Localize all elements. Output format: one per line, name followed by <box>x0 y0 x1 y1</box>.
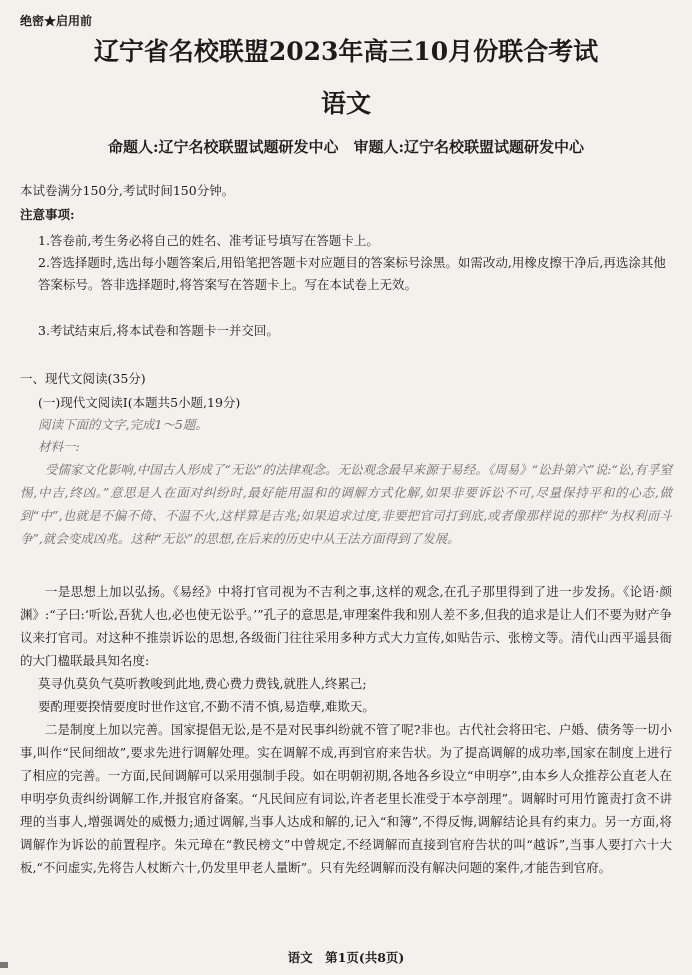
page-footer: 语文 第1页(共8页) <box>287 950 405 965</box>
authors-line: 命题人:辽宁名校联盟试题研发中心 审题人:辽宁名校联盟试题研发中心 <box>107 138 585 156</box>
reading-instruction: 阅读下面的文字,完成1～5题。 <box>38 417 208 432</box>
scan-edge-mark <box>0 962 8 968</box>
score-line: 本试卷满分150分,考试时间150分钟。 <box>20 183 235 198</box>
paragraph-1: 受儒家文化影响,中国古人形成了“无讼”的法律观念。无讼观念最早来源于易经。《周易》“讼卦第六”说:“讼,有孚窒惕,中吉,终凶。”意思是人在面对纠纷时,最好能用温和的调解方式化解,如果非要诉讼不可,尽量保持平和的心态,做到“中”,也就是不偏不倚、不温不火,这样算是吉兆;如果追求过度,非要把官司打到底,或者像那样说的那样“为权利而斗争”,就会变成凶兆。这种“无讼”的思想,在后来的历史中从王法方面得到了发展。 <box>20 462 672 546</box>
note-2: 2.答选择题时,选出每小题答案后,用铅笔把答题卡对应题目的答案标号涂黑。如需改动,用橡皮擦干净后,再选涂其他答案标号。答非选择题时,将答案写在答题卡上。写在本试卷上无效。 <box>38 255 666 292</box>
secret-mark: 绝密★启用前 <box>20 14 93 28</box>
paragraph-3: 二是制度上加以完善。国家提倡无讼,是不是对民事纠纷就不管了呢?非也。古代社会将田宅、户婚、债务等一切小事,叫作“民间细故”,要求先进行调解处理。实在调解不成,再到官府来告状。为了提高调解的成功率,国家在制度上进行了相应的完善。一方面,民间调解可以采用强制手段。如在明朝初期,各地各乡设立“申明亭”,由本乡人众推荐公直老人在申明亭负责纠纷调解工作,并报官府备案。“凡民间应有词讼,许者老里长准受于本亭剖理”。调解时可用竹篦责打贪不讲理的当事人,增强调处的威慑力;通过调解,当事人达成和解的,记入“和簿”,不得反悔,调解结论具有约束力。另一方面,将调解作为诉讼的前置程序。朱元璋在“教民榜文”中曾规定,不经调解而直接到官府告状的叫“越诉”,当事人要打六十大板,“不问虚实,先将告人杖断六十,仍发里甲老人量断”。只有先经调解而没有解决问题的案件,才能告到官府。 <box>20 722 672 875</box>
subject-title: 语文 <box>320 89 371 118</box>
couplet-line-1: 莫寻仇莫负气莫听教唆到此地,费心费力费钱,就胜人,终累己; <box>38 676 367 691</box>
exam-title: 辽宁省名校联盟2023年高三10月份联合考试 <box>93 37 599 66</box>
material-label: 材料一: <box>38 439 80 454</box>
paragraph-2: 一是思想上加以弘扬。《易经》中将打官司视为不吉利之事,这样的观念,在孔子那里得到了进一步发扬。《论语·颜渊》:“子曰:‘听讼,吾犹人也,必也使无讼乎。’”孔子的意思是,审理案件我和别人差不多,但我的追求是让人们不要为财产争议来打官司。对这种不推崇诉讼的思想,各级衙门往往采用多种方式大力宣传,如贴告示、张榜文等。清代山西平遥县衙的大门楹联最具知名度: <box>20 584 672 668</box>
couplet-line-2: 要酌理要揆情要度时世作这官,不勤不清不慎,易造孽,难欺天。 <box>38 699 375 714</box>
notes-title: 注意事项: <box>20 207 75 222</box>
note-3: 3.考试结束后,将本试卷和答题卡一并交回。 <box>38 323 279 338</box>
section-heading: 一、现代文阅读(35分) <box>20 371 146 386</box>
sub-heading: (一)现代文阅读Ⅰ(本题共5小题,19分) <box>38 395 241 410</box>
note-1: 1.答卷前,考生务必将自己的姓名、准考证号填写在答题卡上。 <box>38 233 379 248</box>
